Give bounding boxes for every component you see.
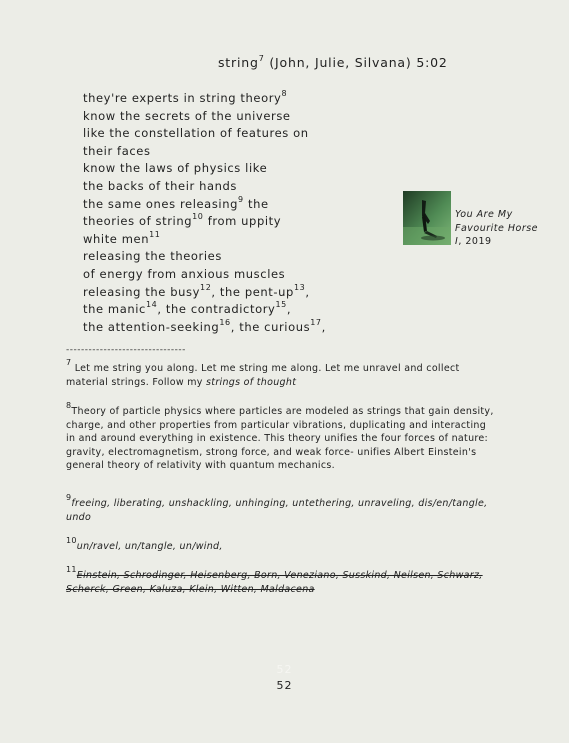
artwork-caption — [455, 208, 555, 249]
section-heading — [218, 55, 448, 70]
footnote-10: $^{10}$un/ravel, un/tangle, un/wind, — [66, 536, 223, 552]
poem-line: know the secrets of the universe — [83, 108, 291, 123]
footnote-ref-16: 16 — [219, 317, 231, 327]
artwork-thumbnail — [403, 191, 451, 245]
poem-line: they're experts in string theory$^8$ — [83, 89, 288, 105]
footnote-8: $^8$Theory of particle physics where particles are modeled as strings that gain density, charge, and other properties from particular vibrations, duplicating and interacting in and around everything in existence. This theory unifies the four forces of nature: gravity, electromagnetism, strong force, and weak force- unifies Albert Einstein's general theory of relativity with quantum mechanics. — [66, 401, 494, 472]
poem-line: their faces — [83, 143, 151, 158]
heading-title: string — [218, 55, 259, 70]
footnote-ref-13: 13 — [293, 282, 306, 292]
caption-line: Favourite Horse — [455, 222, 539, 234]
footnote-ref-10: 10 — [192, 212, 204, 222]
poem-line: like the constellation of features on — [83, 126, 309, 141]
caption-line: You Are My — [455, 209, 513, 220]
footnote-ref-14: 14 — [145, 300, 158, 310]
page-number: 52 — [276, 679, 293, 692]
footnote-ref-12: 12 — [200, 282, 212, 292]
poem-line: theories of string$^{10}$ from uppity — [83, 212, 282, 229]
poem-line: the same ones releasing$^9$ the — [83, 194, 269, 211]
caption-line: I, 2019 — [455, 236, 492, 247]
poem-line: of energy from anxious muscles — [83, 266, 286, 281]
footnote-divider: -------------------------------- — [66, 345, 186, 355]
footnote-ref-9: 9 — [238, 194, 244, 204]
footnote-9: $^9$freeing, liberating, unshackling, unhinging, untethering, unraveling, dis/en/tangle, undo — [66, 493, 488, 523]
page-number-shadow: 52 — [276, 663, 293, 676]
poem-line: the attention-seeking$^{16}$, the curious$^{17}$, — [83, 317, 326, 334]
footnote-ref-8: 8 — [281, 89, 288, 98]
heading-attribution: (John, Julie, Silvana) 5:02 — [269, 55, 448, 70]
poem-line: the backs of their hands — [83, 178, 238, 193]
footnote-11: $^{11}$Einstein, Schrodinger, Heisenberg, Born, Veneziano, Susskind, Neilsen, Schwarz, Scherck, Green, Kaluza, Klein, Witten, Maldacena — [66, 565, 483, 595]
footnote-ref-15: 15 — [275, 300, 287, 310]
poem-line: white men$^{11}$ — [83, 229, 161, 246]
footnote-7: $^7$ Let me string you along. Let me string me along. Let me unravel and collect material strings. Follow my strings of thought — [66, 358, 460, 388]
poem-line: releasing the busy$^{12}$, the pent-$up^{13}$, — [83, 282, 310, 299]
footnote-ref-7: 7 — [258, 54, 265, 63]
poem-line: releasing the theories — [83, 249, 222, 264]
poem-line: the manic$^{14}$, the contradictory$^{15}$, — [83, 300, 292, 317]
footnote-ref-17: 17 — [310, 317, 322, 327]
footnote-ref-11: 11 — [149, 229, 161, 239]
poem-line: know the laws of physics like — [83, 161, 268, 176]
poem-body — [83, 90, 383, 336]
